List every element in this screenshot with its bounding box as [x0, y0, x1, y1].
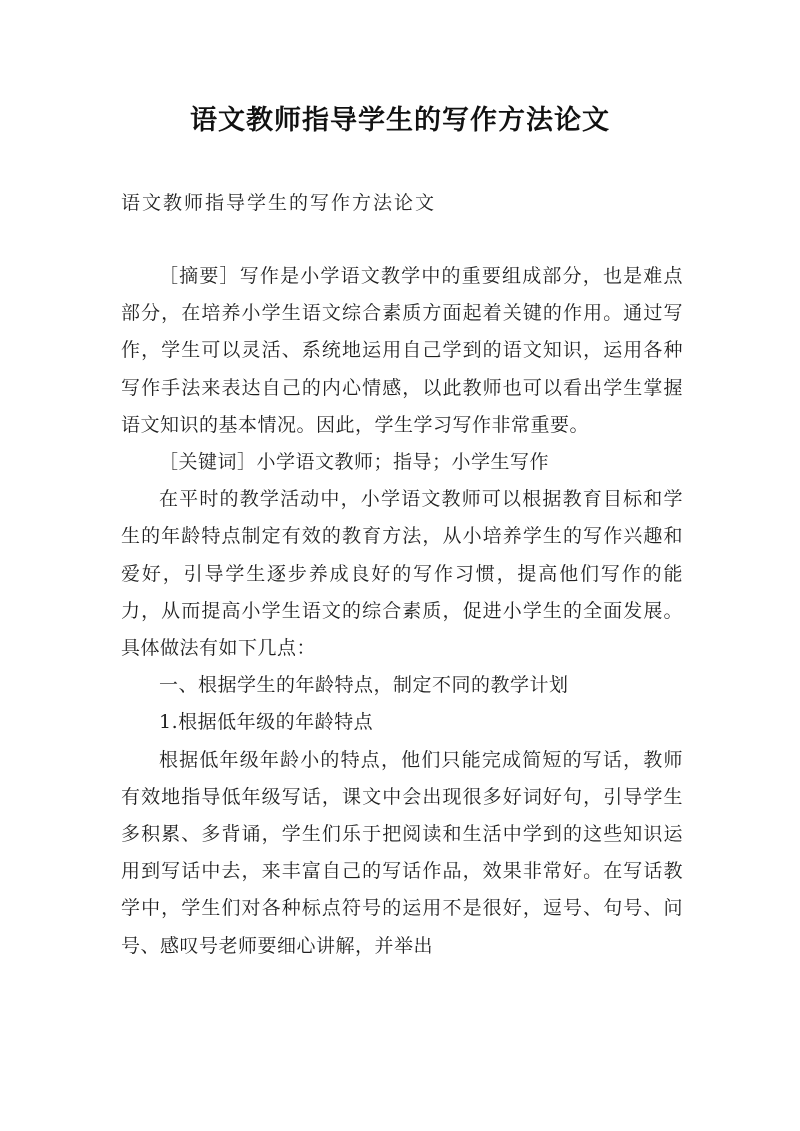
subsection-heading: 1.根据低年级的年龄特点 [159, 711, 374, 734]
document-title: 语文教师指导学生的写作方法论文 [190, 105, 610, 136]
document-body [121, 258, 683, 965]
document-subtitle: 语文教师指导学生的写作方法论文 [121, 192, 437, 214]
abstract-paragraph: ［摘要］写作是小学语文教学中的重要组成部分，也是难点部分，在培养小学生语文综合素质方面起着关键的作用。通过写作，学生可以灵活、系统地运用自己学到的语文知识，运用各种写作手法来表达自己的内心情感，以此教师也可以看出学生掌握语文知识的基本情况。因此，学生学习写作非常重要。 [121, 265, 683, 436]
section-heading: 一、根据学生的年龄特点，制定不同的教学计划 [159, 674, 569, 697]
intro-paragraph: 在平时的教学活动中，小学语文教师可以根据教育目标和学生的年龄特点制定有效的教育方法，从小培养学生的写作兴趣和爱好，引导学生逐步养成良好的写作习惯，提高他们写作的能力，从而提高小学生语文的综合素质，促进小学生的全面发展。具体做法有如下几点： [121, 488, 683, 660]
keywords-paragraph: ［关键词］小学语文教师；指导；小学生写作 [159, 451, 550, 474]
body-paragraph: 根据低年级年龄小的特点，他们只能完成简短的写话，教师有效地指导低年级写话，课文中会出现很多好词好句，引导学生多积累、多背诵，学生们乐于把阅读和生活中学到的这些知识运用到写话中去，来丰富自己的写话作品，效果非常好。在写话教学中，学生们对各种标点符号的运用不是很好，逗号、句号、问号、感叹号老师要细心讲解，并举出 [121, 748, 683, 957]
